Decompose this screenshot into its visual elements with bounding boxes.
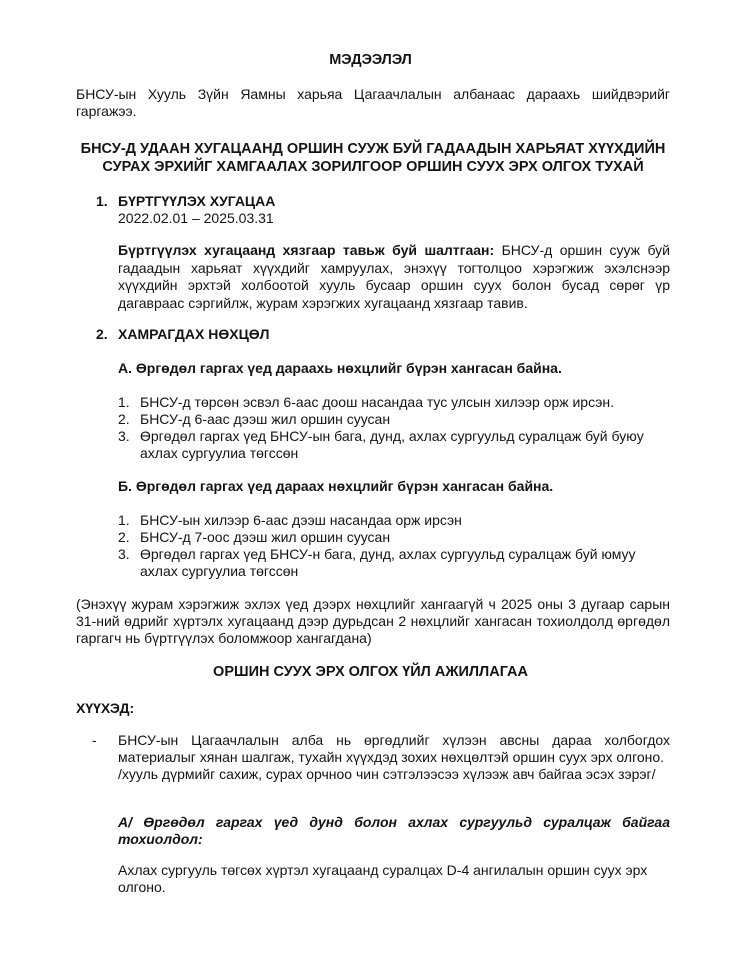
subsection-a-heading: А/ Өргөдөл гаргах үед дунд болон ахлах сургуульд суралцаж байгаа тохиолдол:: [118, 814, 670, 847]
section-2-number: 2.: [96, 326, 108, 342]
item-text: Өргөдөл гаргах үед БНСУ-ын бага, дунд, ахлах сургуульд суралцаж буй буюу ахлах сургуулиа төгссөн: [140, 428, 644, 461]
section-2-heading: [96, 326, 270, 343]
child-procedure-subtext: /хууль дүрмийг сахиж, сурах орчноо чин сэтгэлээсээ хүлээж авч байгаа эсэх зэрэг/: [118, 766, 656, 782]
reason-text: БНСУ-д оршин сууж буй гадаадын харьяат хүүхдийг хамруулах, энэхүү тогтолцоо хэрэгжиж эхэлснээр хүүхдийн эрхтэй холбоотой хууль бусаар оршин суух болон бусад сөрөг үр дагавраас сэргийлж, журам хэрэгжих хугацаанд хязгаар тавив.: [118, 242, 670, 311]
section-1-title: БҮРТГҮҮЛЭХ ХУГАЦАА: [118, 193, 276, 209]
note-paragraph: (Энэхүү журам хэрэгжиж эхлэх үед дээрх нөхцлийг хангаагүй ч 2025 оны 3 дугаар сарын 31-ний өдрийг хүртэлх хугацаанд дээр дурьдсан 2 нөхцлийг хангасан тохиолдолд өргөдөл гаргагч нь бүртгүүлэх боломжоор хангагдана): [76, 596, 670, 646]
condition-a-heading: А. Өргөдөл гаргах үед дараахь нөхцлийг бүрэн хангасан байна.: [118, 360, 562, 376]
condition-b-heading: Б. Өргөдөл гаргах үед дараах нөхцлийг бүрэн хангасан байна.: [118, 478, 554, 494]
condition-b-list: [118, 512, 670, 580]
item-number: 2.: [118, 411, 130, 427]
item-number: 2.: [118, 529, 130, 545]
condition-a-list: [118, 394, 670, 462]
section-1-number: 1.: [96, 193, 108, 209]
list-item: [118, 546, 670, 580]
subsection-a-text: Ахлах сургууль төгсөх хүртэл хугацаанд суралцах D-4 ангилалын оршин суух эрх олгоно.: [118, 862, 648, 895]
item-text: Өргөдөл гаргах үед БНСУ-н бага, дунд, ахлах сургуульд суралцаж буй юмуу ахлах сургуулиа төгссөн: [140, 546, 636, 579]
registration-dates: 2022.02.01 – 2025.03.31: [118, 210, 274, 226]
item-number: 3.: [118, 428, 130, 444]
item-number: 1.: [118, 394, 130, 410]
child-heading: ХҮҮХЭД:: [76, 700, 135, 716]
child-procedure-text: БНСУ-ын Цагаачлалын алба нь өргөдлийг хүлээн авсны дараа холбогдох материалыг хянан шалгаж, тухайн хүүхдэд зохих нөхцөлтэй оршин суух эрх олгоно.: [118, 732, 670, 765]
section-2-title: ХАМРАГДАХ НӨХЦӨЛ: [118, 326, 270, 342]
list-item: [118, 512, 670, 529]
dash-bullet: -: [92, 732, 97, 748]
procedure-title: ОРШИН СУУХ ЭРХ ОЛГОХ ҮЙЛ АЖИЛЛАГАА: [213, 664, 528, 680]
item-text: БНСУ-д 6-аас дээш жил оршин суусан: [140, 411, 391, 427]
document-headline: БНСУ-Д УДААН ХУГАЦААНД ОРШИН СУУЖ БУЙ ГАДААДЫН ХАРЬЯАТ ХҮҮХДИЙН СУРАХ ЭРХИЙГ ХАМГААЛАХ ЗОРИЛГООР ОРШИН СУУХ ЭРХ ОЛГОХ ТУХАЙ: [80, 141, 666, 175]
list-item: [118, 529, 670, 546]
list-item: [118, 428, 670, 462]
child-procedure-item: [92, 732, 670, 783]
section-1-heading: [96, 193, 275, 210]
page-title: МЭДЭЭЛЭЛ: [329, 52, 412, 68]
reason-label: Бүртгүүлэх хугацаанд хязгаар тавьж буй шалтгаан:: [118, 242, 495, 258]
intro-paragraph: БНСУ-ын Хууль Зүйн Яамны харьяа Цагаачлалын албанаас дараахь шийдвэрийг гаргажээ.: [76, 86, 670, 119]
item-number: 1.: [118, 512, 130, 528]
list-item: [118, 394, 670, 411]
item-text: БНСУ-д 7-оос дээш жил оршин суусан: [140, 529, 391, 545]
list-item: [118, 411, 670, 428]
item-text: БНСУ-ын хилээр 6-аас дээш насандаа орж ирсэн: [140, 512, 462, 528]
item-number: 3.: [118, 546, 130, 562]
registration-reason: [118, 242, 670, 312]
item-text: БНСУ-д төрсөн эсвэл 6-аас доош насандаа тус улсын хилээр орж ирсэн.: [140, 394, 615, 410]
